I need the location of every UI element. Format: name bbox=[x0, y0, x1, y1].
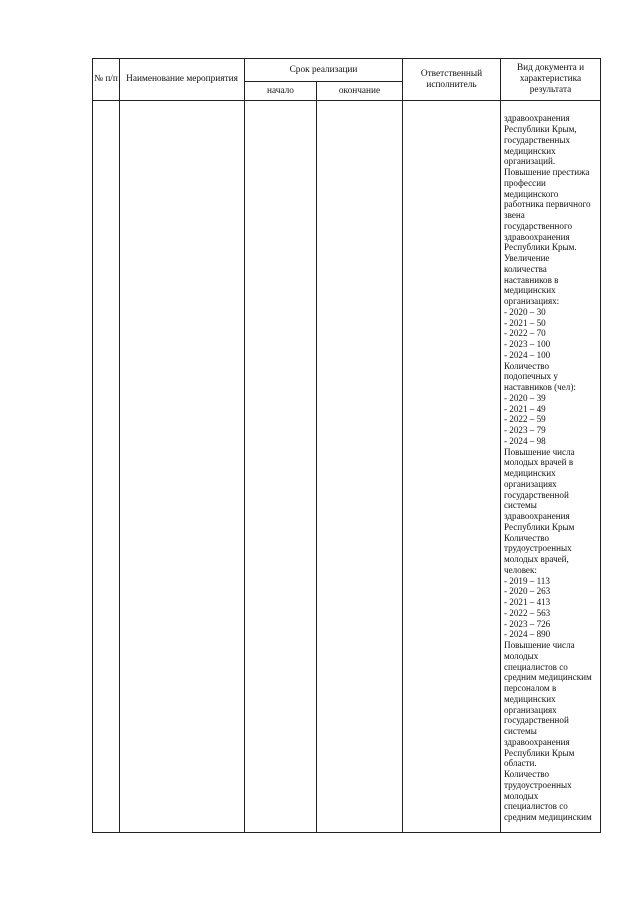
result-line: работника первичного bbox=[504, 199, 591, 210]
result-line: молодых врачей, bbox=[504, 554, 569, 564]
result-line: молодых bbox=[504, 650, 539, 661]
result-line: здравоохранения bbox=[504, 511, 570, 521]
cell-end bbox=[317, 101, 403, 833]
result-line: медицинских bbox=[504, 285, 556, 296]
result-line: - 2020 – 30 bbox=[504, 306, 546, 317]
result-line: молодых bbox=[504, 790, 539, 801]
cell-number bbox=[93, 101, 120, 833]
result-line: наставников в bbox=[504, 274, 559, 285]
result-line: Количество bbox=[504, 532, 550, 543]
result-line: - 2024 – 98 bbox=[504, 435, 546, 446]
result-line: организаций. bbox=[504, 156, 556, 167]
result-line: Повышение числа bbox=[504, 446, 575, 457]
result-line: здравоохранения bbox=[504, 231, 570, 242]
result-line: Республики Крым bbox=[504, 747, 575, 758]
result-line: специалистов со bbox=[504, 801, 568, 812]
result-line: организациях: bbox=[504, 296, 560, 306]
result-line: государственного bbox=[504, 220, 572, 231]
result-line: - 2024 – 100 bbox=[504, 349, 551, 360]
result-text bbox=[504, 113, 598, 823]
result-line: Республики Крым, bbox=[504, 124, 577, 134]
result-line: Повышение престижа bbox=[504, 167, 590, 177]
header-start: начало bbox=[245, 82, 317, 101]
result-line: трудоустроенных bbox=[504, 779, 572, 790]
result-line: Количество bbox=[504, 360, 550, 371]
result-line: Количество bbox=[504, 769, 550, 779]
header-responsible: Ответственный исполнитель bbox=[403, 59, 501, 101]
result-line: здравоохранения bbox=[504, 113, 570, 124]
plan-table bbox=[92, 58, 601, 833]
result-line: молодых врачей в bbox=[504, 457, 574, 468]
result-line: - 2023 – 100 bbox=[504, 339, 551, 349]
result-line: - 2020 – 39 bbox=[504, 392, 546, 403]
result-line: - 2019 – 113 bbox=[504, 575, 550, 586]
result-line: персоналом в bbox=[504, 683, 557, 693]
cell-responsible bbox=[403, 101, 501, 833]
cell-result bbox=[501, 101, 601, 833]
result-line: системы bbox=[504, 726, 537, 736]
result-line: государственной bbox=[504, 489, 569, 500]
result-line: государственных bbox=[504, 134, 571, 145]
result-line: профессии bbox=[504, 177, 546, 188]
result-line: - 2020 – 263 bbox=[504, 586, 551, 597]
result-line: - 2022 – 70 bbox=[504, 328, 546, 339]
cell-start bbox=[245, 101, 317, 833]
result-line: организациях bbox=[504, 478, 557, 489]
result-line: - 2023 – 726 bbox=[504, 618, 551, 629]
header-event-name: Наименование мероприятия bbox=[120, 59, 245, 101]
result-line: здравоохранения bbox=[504, 736, 570, 747]
header-result: Вид документа и характеристика результата bbox=[501, 59, 601, 101]
result-line: трудоустроенных bbox=[504, 543, 572, 554]
result-line: средним медицинским bbox=[504, 812, 592, 822]
result-line: звена bbox=[504, 210, 525, 220]
result-line: Республики Крым bbox=[504, 521, 575, 532]
result-line: системы bbox=[504, 500, 537, 511]
result-line: средним медицинским bbox=[504, 672, 592, 683]
result-line: области. bbox=[504, 758, 537, 769]
result-line: количества bbox=[504, 263, 547, 274]
result-line: - 2021 – 49 bbox=[504, 403, 546, 414]
result-line: Увеличение bbox=[504, 253, 550, 263]
result-line: медицинских bbox=[504, 145, 556, 156]
result-line: - 2022 – 59 bbox=[504, 414, 546, 425]
result-line: специалистов со bbox=[504, 661, 568, 672]
header-end: окончание bbox=[317, 82, 403, 101]
result-line: медицинских bbox=[504, 693, 556, 704]
result-line: наставников (чел): bbox=[504, 382, 576, 392]
result-line: - 2022 – 563 bbox=[504, 607, 551, 618]
result-line: государственной bbox=[504, 715, 569, 726]
result-line: Республики Крым. bbox=[504, 242, 577, 253]
result-line: медицинского bbox=[504, 188, 559, 199]
result-line: Повышение числа bbox=[504, 640, 575, 650]
result-line: подопечных у bbox=[504, 371, 558, 382]
result-line: - 2023 – 79 bbox=[504, 425, 546, 435]
result-line: медицинских bbox=[504, 468, 556, 478]
result-line: человек: bbox=[504, 564, 537, 575]
result-line: - 2024 – 890 bbox=[504, 629, 551, 640]
result-line: - 2021 – 50 bbox=[504, 317, 546, 328]
cell-event-name bbox=[120, 101, 245, 833]
header-implementation-period: Срок реализации bbox=[245, 59, 403, 82]
header-number: № п/п bbox=[93, 59, 120, 101]
table-row bbox=[93, 101, 601, 833]
result-line: организациях bbox=[504, 704, 557, 715]
result-line: - 2021 – 413 bbox=[504, 597, 551, 607]
